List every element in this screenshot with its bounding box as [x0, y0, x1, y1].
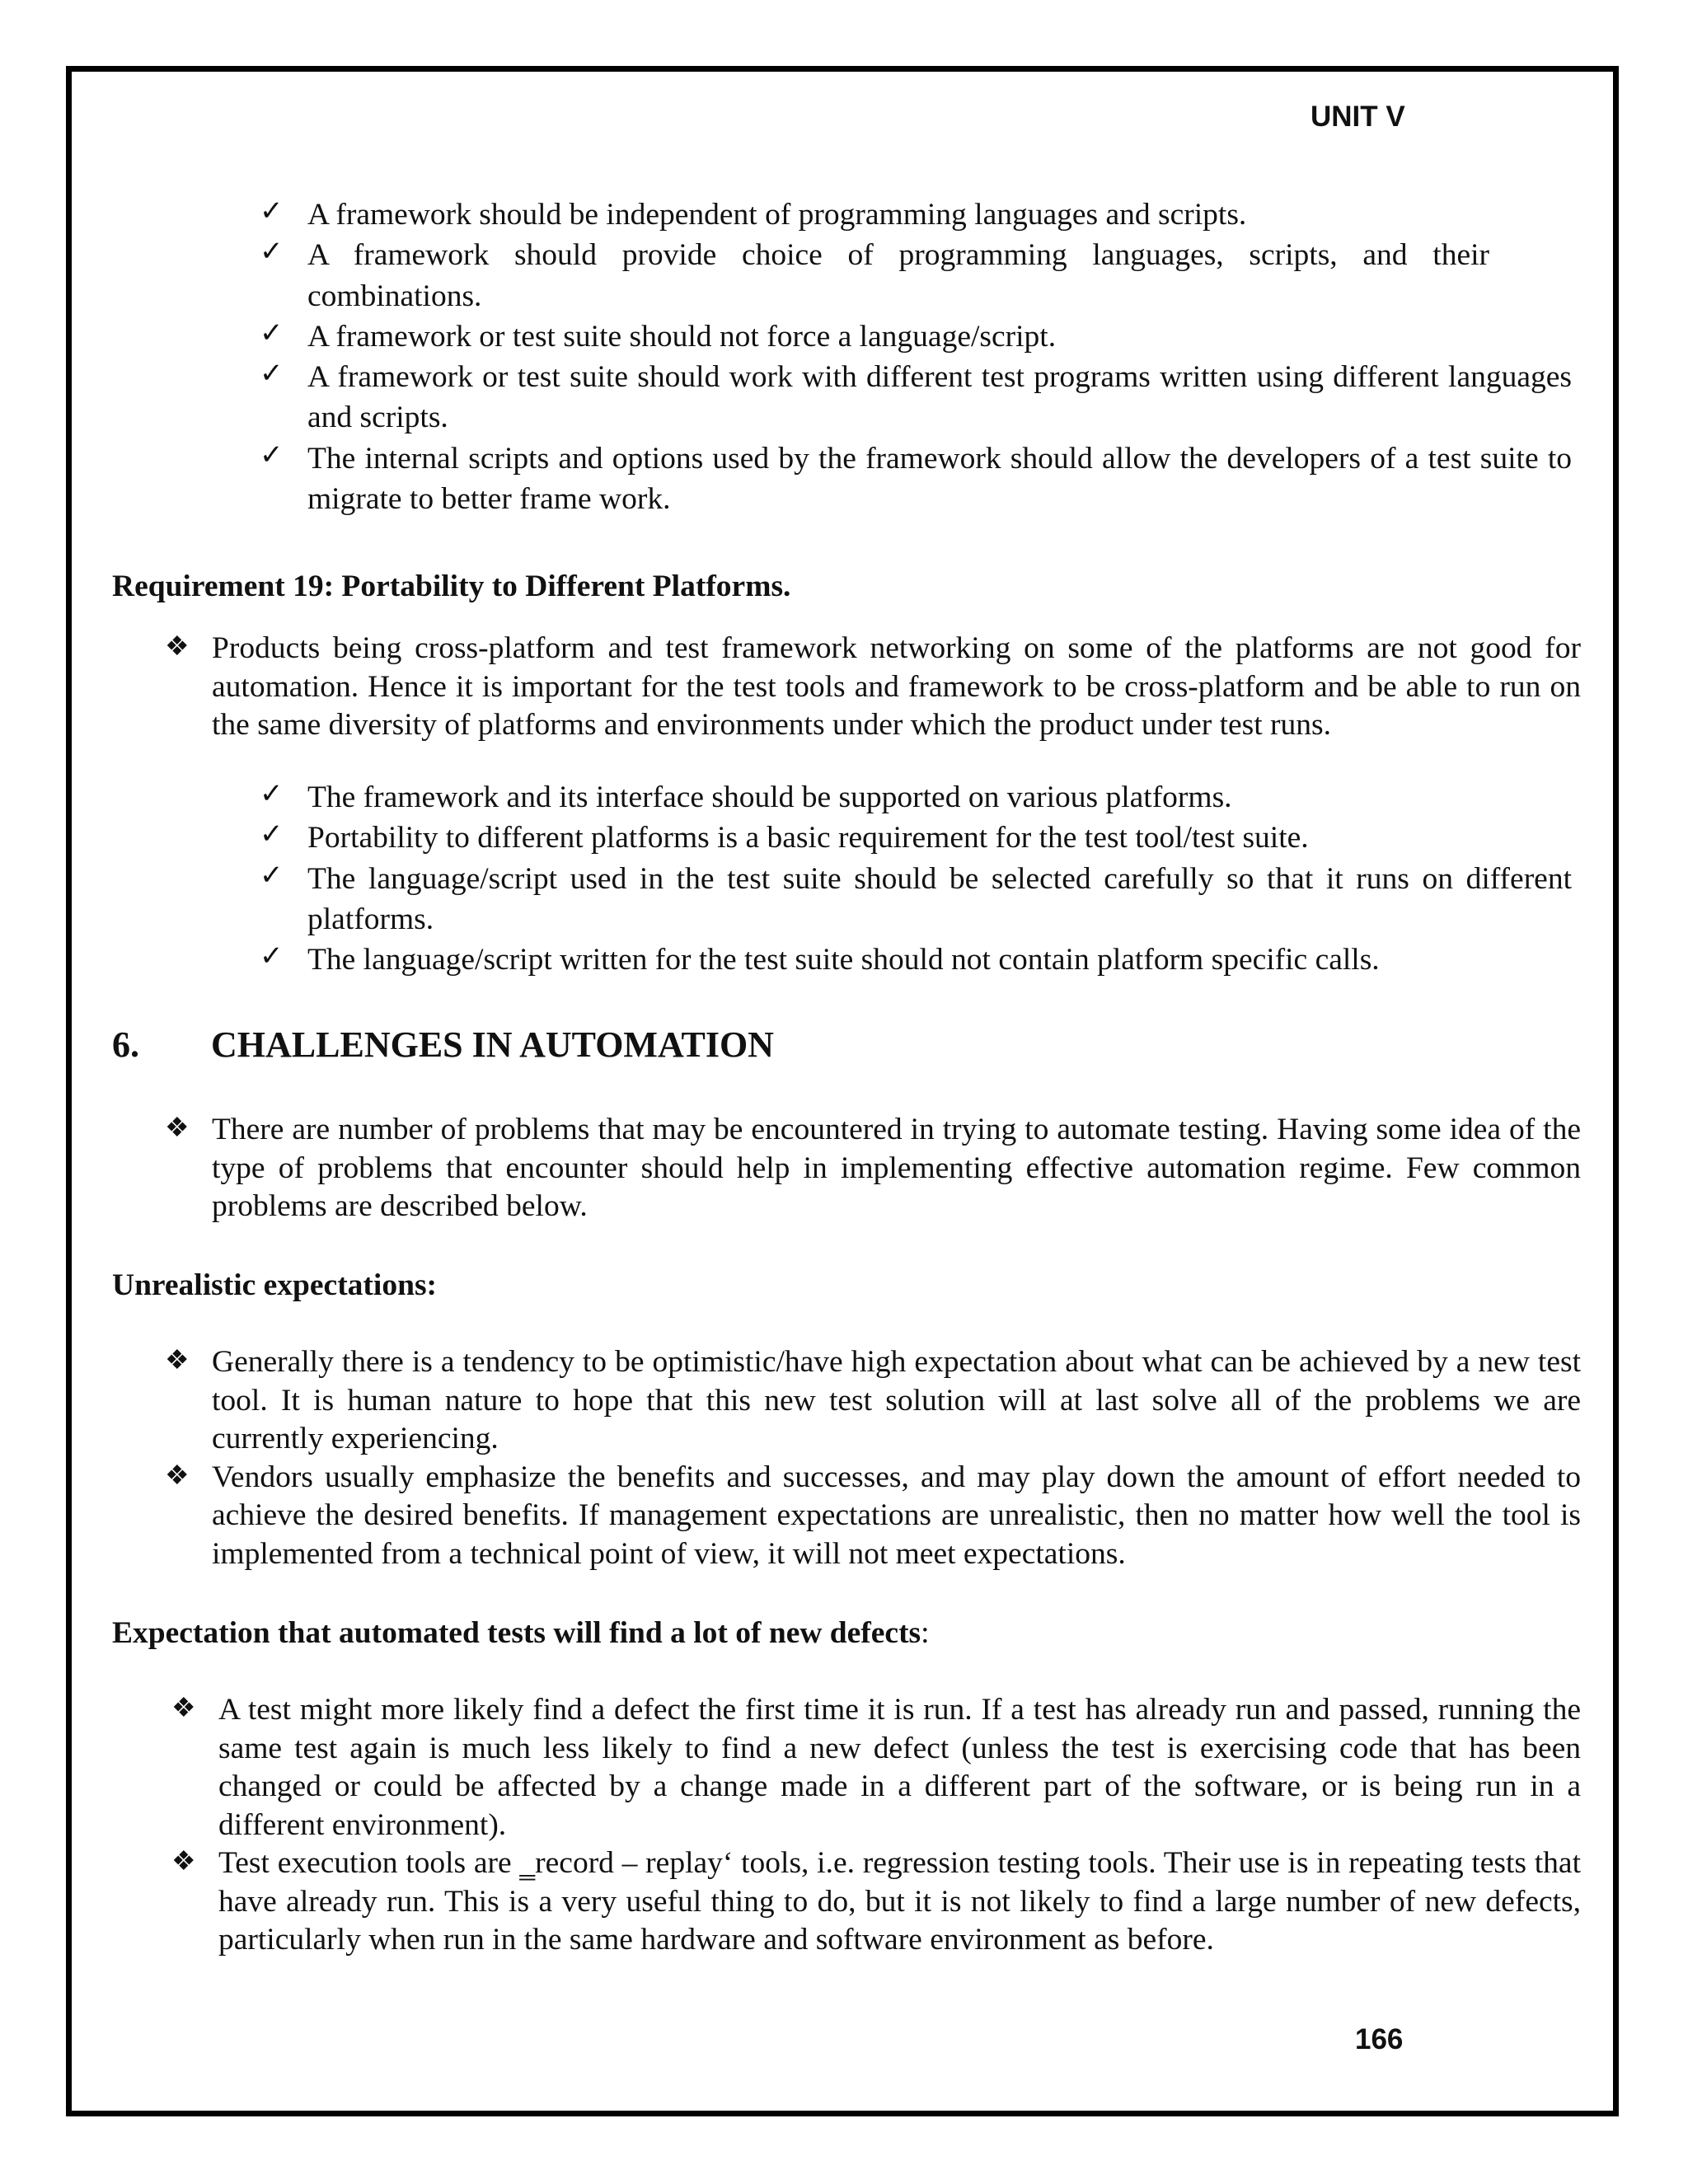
unrealistic-expectations-heading: Unrealistic expectations: — [112, 1268, 438, 1302]
portability-check-list — [260, 777, 1572, 980]
list-item: ❖ Test execution tools are ‗record – replay‘ tools, i.e. regression testing tools. Their use is in repeating tests that have already run. This is a very useful thing to do, but it is not likely to find a large number of new defects, particularly when run in the same hardware and software environment as before. — [171, 1844, 1581, 1960]
check-icon: ✓ — [260, 196, 284, 227]
list-item: ❖ Vendors usually emphasize the benefits and successes, and may play down the amount of effort needed to achieve the desired benefits. If management expectations are unrealistic, then no matter how well the tool is implemented from a technical point of view, it will not meet expectations. — [165, 1459, 1581, 1574]
check-icon: ✓ — [260, 860, 284, 891]
diamond-bullet-icon: ❖ — [165, 1346, 190, 1376]
requirement-19-heading: Requirement 19: Portability to Different Platforms. — [112, 569, 791, 603]
new-defects-bullets — [171, 1691, 1581, 1960]
list-item: ❖ There are number of problems that may be encountered in trying to automate testing. Having some idea of the type of problems that encounter should help in implementing effective automation regime. Few common problems are described below. — [165, 1111, 1581, 1226]
unrealistic-bullets — [165, 1343, 1581, 1573]
section-heading — [112, 1024, 774, 1066]
unit-header: UNIT V — [1311, 101, 1405, 133]
list-item: ✓ The language/script used in the test suite should be selected carefully so that it runs on different platforms. — [260, 859, 1572, 940]
check-icon: ✓ — [260, 237, 284, 268]
check-icon: ✓ — [260, 317, 284, 349]
new-defects-heading: Expectation that automated tests will find a lot of new defects: — [112, 1616, 930, 1650]
list-item: ❖ Generally there is a tendency to be optimistic/have high expectation about what can be achieved by a new test tool. It is human nature to hope that this new test solution will at last solve all of the problems we are currently experiencing. — [165, 1343, 1581, 1459]
check-icon: ✓ — [260, 439, 284, 471]
list-item: ✓ The internal scripts and options used by the framework should allow the developers of a test suite to migrate to better frame work. — [260, 438, 1572, 520]
section-title: CHALLENGES IN AUTOMATION — [211, 1024, 774, 1065]
list-item: ✓ A framework should provide choice of programming languages, scripts, and their combinations. — [260, 235, 1572, 316]
diamond-bullet-icon: ❖ — [171, 1847, 196, 1877]
framework-check-list — [260, 194, 1572, 519]
diamond-bullet-icon: ❖ — [165, 1113, 190, 1143]
list-item: ❖ A test might more likely find a defect the first time it is run. If a test has already run and passed, running the same test again is much less likely to find a new defect (unless the test is exercising code that has been changed or could be affected by a change made in a different part of the software, or is being run in a different environment). — [171, 1691, 1581, 1844]
check-icon: ✓ — [260, 779, 284, 809]
list-item: ✓ A framework or test suite should not force a language/script. — [260, 316, 1572, 357]
diamond-bullet-icon: ❖ — [171, 1694, 196, 1723]
requirement-19-bullets — [165, 630, 1581, 745]
check-icon: ✓ — [260, 941, 284, 972]
page-number: 166 — [1355, 2023, 1404, 2055]
list-item: ✓ A framework or test suite should work with different test programs written using different languages and scripts. — [260, 357, 1572, 438]
diamond-bullet-icon: ❖ — [165, 632, 190, 662]
list-item: ❖ Products being cross-platform and test framework networking on some of the platforms are not good for automation. Hence it is important for the test tools and framework to be cross-platform and be able to run on the same diversity of platforms and environments under which the product under test runs. — [165, 630, 1581, 745]
section-intro-bullets — [165, 1111, 1581, 1226]
section-number: 6. — [112, 1024, 139, 1065]
list-item: ✓ Portability to different platforms is a basic requirement for the test tool/test suite. — [260, 818, 1572, 858]
check-icon: ✓ — [260, 819, 284, 851]
check-icon: ✓ — [260, 359, 284, 390]
diamond-bullet-icon: ❖ — [165, 1460, 190, 1491]
list-item: ✓ The language/script written for the test suite should not contain platform specific calls. — [260, 940, 1572, 980]
list-item: ✓ The framework and its interface should be supported on various platforms. — [260, 777, 1572, 818]
list-item: ✓ A framework should be independent of programming languages and scripts. — [260, 194, 1572, 235]
